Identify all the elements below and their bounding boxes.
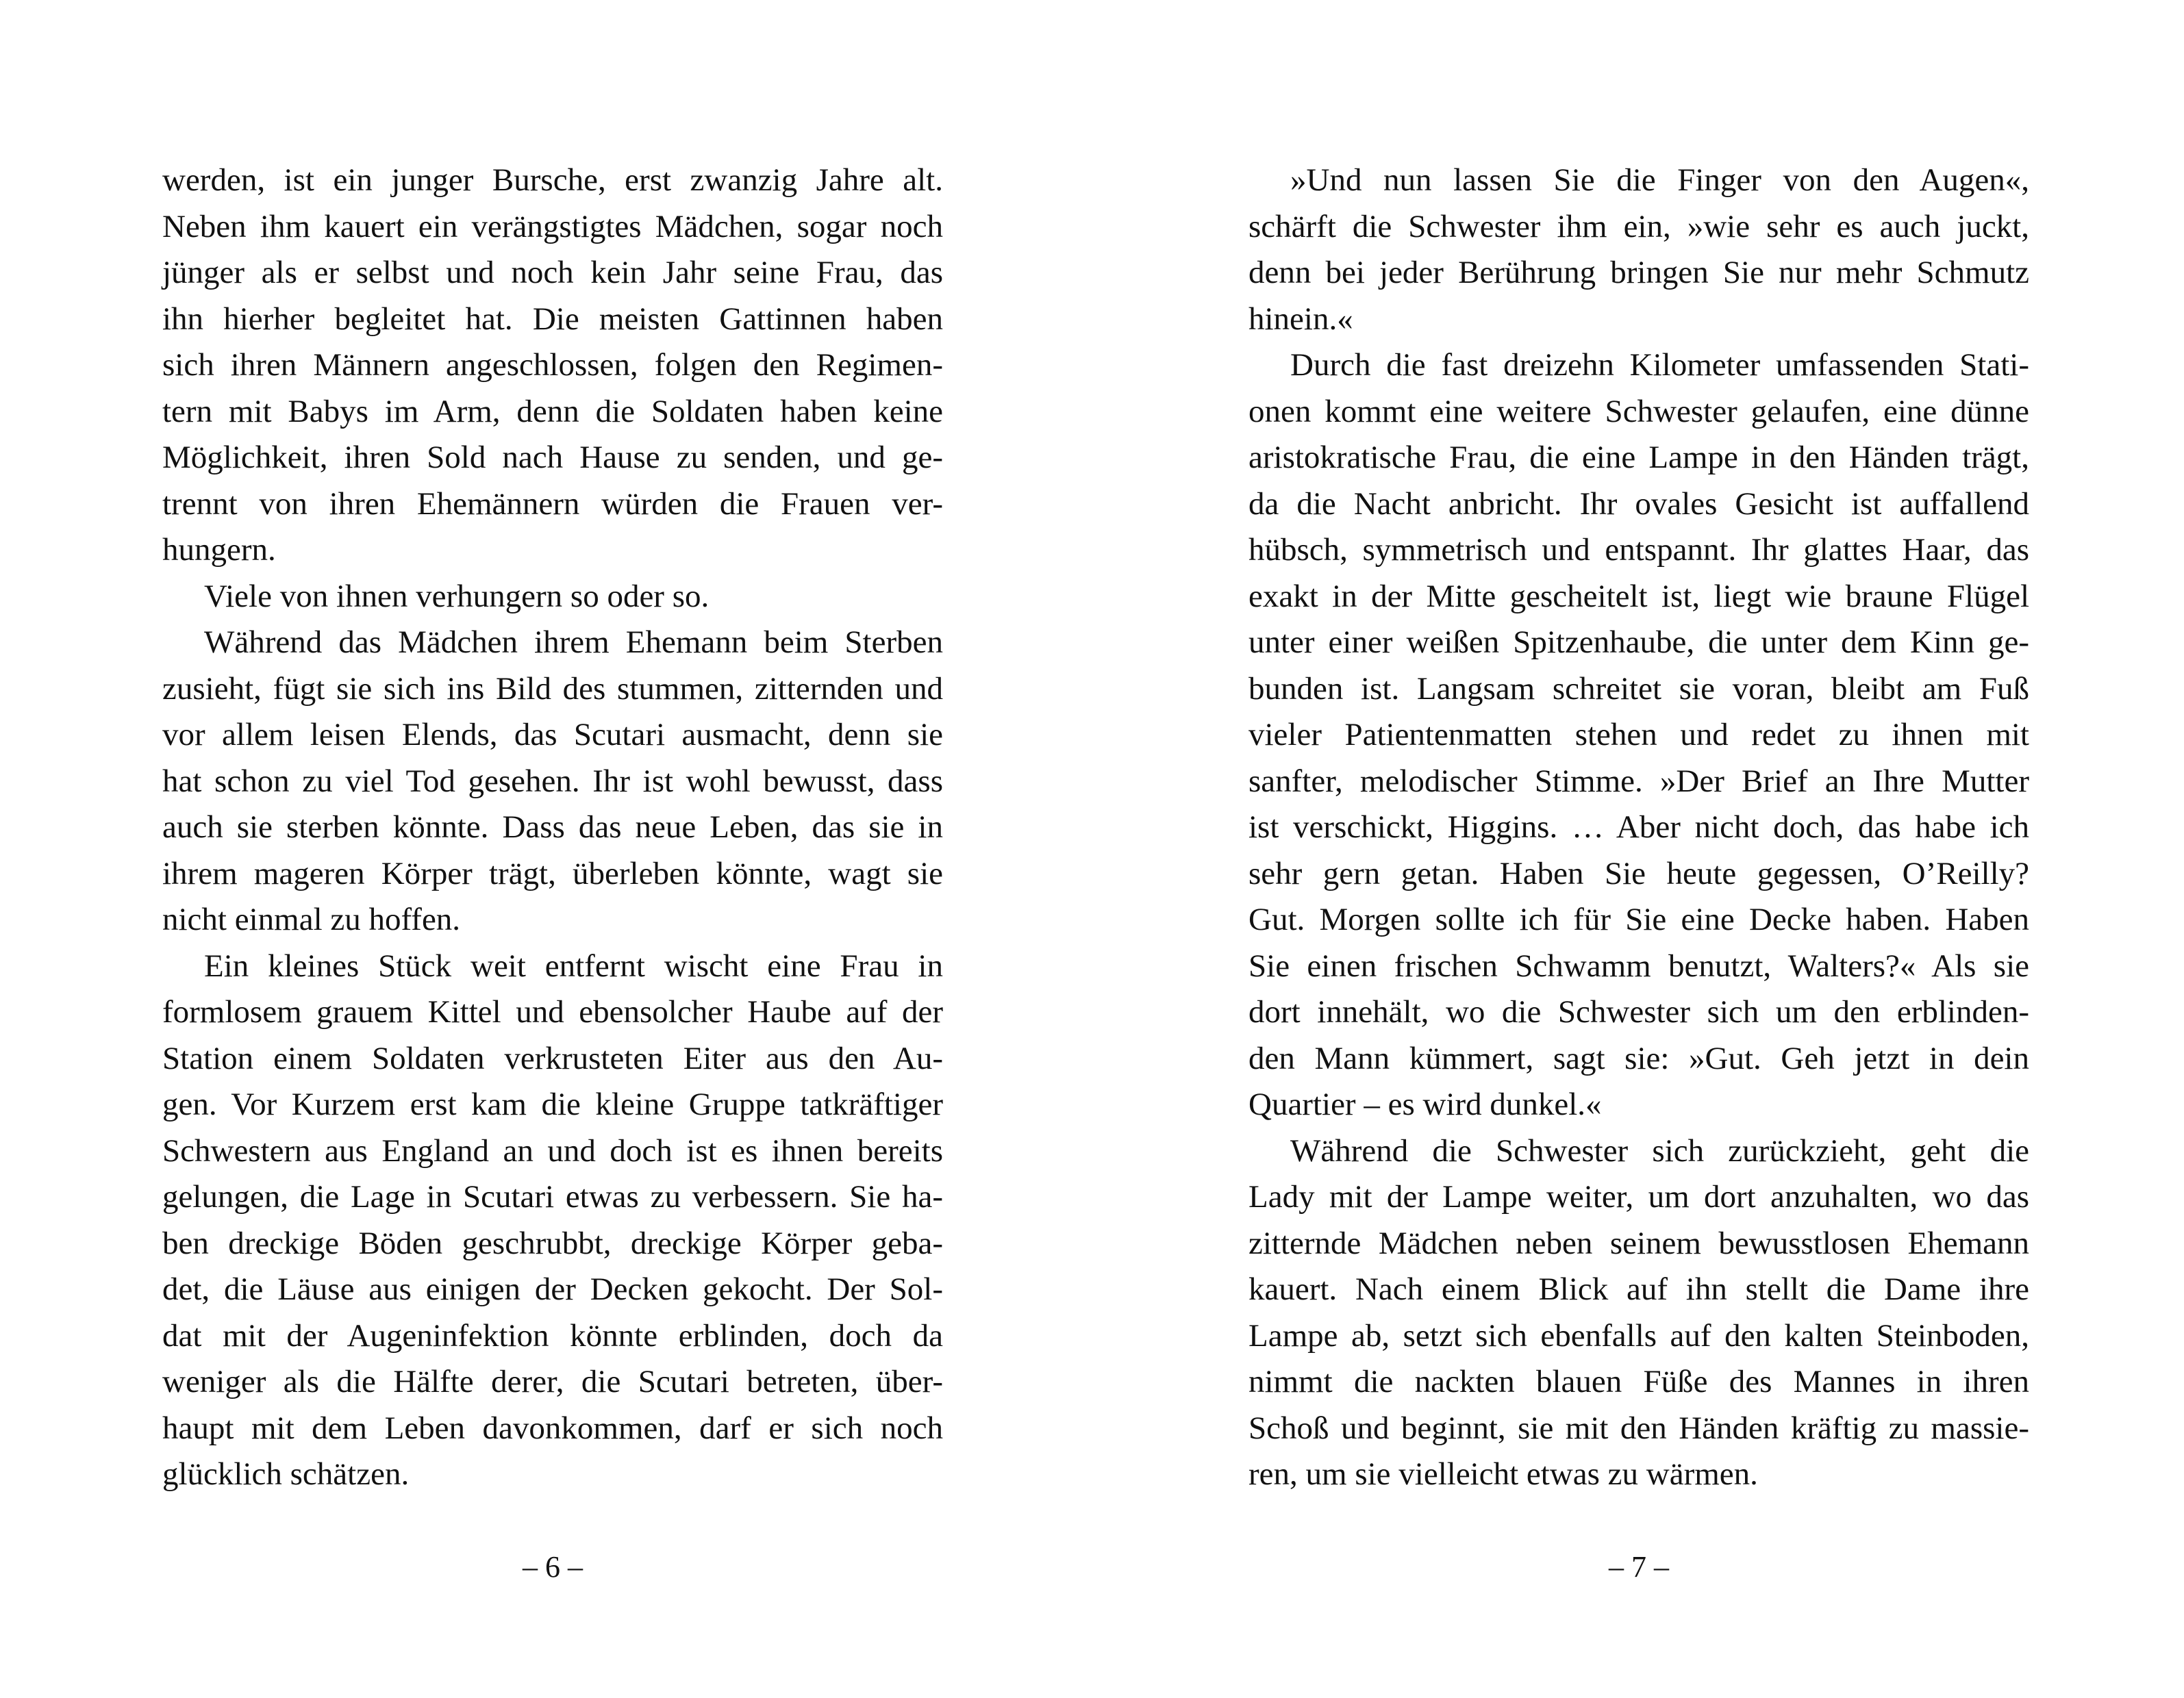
text-line: schärft die Schwester ihm ein, »wie sehr es auch juckt, (1248, 208, 2029, 244)
text-line: hungern. (162, 532, 276, 568)
text-line: exakt in der Mitte gescheitelt ist, liegt wie braune Flügel (1248, 578, 2029, 614)
text-line: sanfter, melodischer Stimme. »Der Brief an Ihre Mutter (1248, 763, 2029, 799)
text-line: Möglichkeit, ihren Sold nach Hause zu senden, und ge- (162, 440, 943, 475)
text-line: glücklich schätzen. (162, 1456, 410, 1492)
text-line: gen. Vor Kurzem erst kam die kleine Gruppe tatkräftiger (162, 1087, 943, 1122)
text-line: Während die Schwester sich zurückzieht, geht die (1290, 1132, 2029, 1169)
text-line: hübsch, symmetrisch und entspannt. Ihr glattes Haar, das (1248, 532, 2029, 568)
text-line: Gut. Morgen sollte ich für Sie eine Decke haben. Haben (1248, 902, 2029, 937)
text-line: gelungen, die Lage in Scutari etwas zu verbessern. Sie ha- (162, 1179, 943, 1215)
text-line: Schoß und beginnt, sie mit den Händen kräftig zu massie- (1248, 1410, 2029, 1446)
right-page-number: – 7 – (1609, 1550, 1669, 1584)
text-line: unter einer weißen Spitzenhaube, die unter dem Kinn ge- (1248, 624, 2029, 660)
text-line: Lampe ab, setzt sich ebenfalls auf den kalten Steinboden, (1248, 1317, 2029, 1354)
text-line: ist verschickt, Higgins. … Aber nicht doch, das habe ich (1248, 809, 2029, 845)
text-line: dort innehält, wo die Schwester sich um den erblinden- (1248, 994, 2029, 1030)
text-line: Sie einen frischen Schwamm benutzt, Walters?« Als sie (1248, 948, 2029, 984)
text-line: zitternde Mädchen neben seinem bewusstlosen Ehemann (1248, 1225, 2029, 1261)
text-line: vor allem leisen Elends, das Scutari ausmacht, denn sie (162, 717, 943, 752)
text-line: Viele von ihnen verhungern so oder so. (204, 578, 710, 614)
right-page-text (1248, 157, 2029, 1498)
text-line: ben dreckige Böden geschrubbt, dreckige Körper geba- (162, 1225, 943, 1261)
text-line: Quartier – es wird dunkel.« (1248, 1087, 1602, 1122)
text-line: zusieht, fügt sie sich ins Bild des stummen, zitternden und (162, 670, 943, 707)
text-line: jünger als er selbst und noch kein Jahr seine Frau, das (162, 255, 943, 290)
text-line: kauert. Nach einem Blick auf ihn stellt die Dame ihre (1248, 1271, 2029, 1307)
text-line: aristokratische Frau, die eine Lampe in den Händen trägt, (1248, 440, 2029, 475)
text-line: haupt mit dem Leben davonkommen, darf er sich noch (162, 1410, 943, 1446)
text-line: Station einem Soldaten verkrusteten Eiter aus den Au- (162, 1040, 943, 1076)
text-line: Schwestern aus England an und doch ist es ihnen bereits (162, 1132, 943, 1169)
text-line: sehr gern getan. Haben Sie heute gegessen, O’Reilly? (1248, 855, 2029, 891)
text-line: hat schon zu viel Tod gesehen. Ihr ist wohl bewusst, dass (162, 763, 943, 799)
text-line: Ein kleines Stück weit entfernt wischt eine Frau in (204, 948, 943, 984)
left-page (162, 157, 943, 1498)
text-line: Neben ihm kauert ein verängstigtes Mädchen, sogar noch (162, 208, 943, 244)
text-line: vieler Patientenmatten stehen und redet zu ihnen mit (1248, 717, 2029, 752)
text-line: Während das Mädchen ihrem Ehemann beim Sterben (204, 624, 943, 660)
text-line: denn bei jeder Berührung bringen Sie nur mehr Schmutz (1248, 255, 2029, 290)
text-line: weniger als die Hälfte derer, die Scutari betreten, über- (162, 1364, 943, 1399)
text-line: trennt von ihren Ehemännern würden die Frauen ver- (162, 485, 943, 522)
text-line: onen kommt eine weitere Schwester gelaufen, eine dünne (1248, 393, 2029, 429)
text-line: ihrem mageren Körper trägt, überleben könnte, wagt sie (162, 855, 943, 891)
text-line: bunden ist. Langsam schreitet sie voran, bleibt am Fuß (1248, 670, 2029, 707)
left-page-number: – 6 – (523, 1550, 583, 1584)
text-line: den Mann kümmert, sagt sie: »Gut. Geh jetzt in dein (1248, 1040, 2029, 1076)
text-line: auch sie sterben könnte. Dass das neue Leben, das sie in (162, 809, 943, 845)
text-line: werden, ist ein junger Bursche, erst zwanzig Jahre alt. (162, 162, 943, 198)
text-line: formlosem grauem Kittel und ebensolcher Haube auf der (162, 994, 943, 1030)
text-line: Lady mit der Lampe weiter, um dort anzuhalten, wo das (1248, 1179, 2029, 1215)
text-line: hinein.« (1248, 301, 1353, 337)
right-page (1248, 157, 2029, 1498)
text-line: det, die Läuse aus einigen der Decken gekocht. Der Sol- (162, 1271, 943, 1307)
text-line: da die Nacht anbricht. Ihr ovales Gesicht ist auffallend (1248, 485, 2029, 522)
text-line: sich ihren Männern angeschlossen, folgen den Regimen- (162, 347, 943, 383)
text-line: ihn hierher begleitet hat. Die meisten Gattinnen haben (162, 301, 943, 337)
text-line: »Und nun lassen Sie die Finger von den Augen«, (1290, 162, 2029, 198)
text-line: ren, um sie vielleicht etwas zu wärmen. (1248, 1456, 1758, 1492)
text-line: Durch die fast dreizehn Kilometer umfassenden Stati- (1290, 347, 2029, 383)
text-line: nimmt die nackten blauen Füße des Mannes in ihren (1248, 1364, 2029, 1399)
text-line: nicht einmal zu hoffen. (162, 902, 461, 937)
text-line: dat mit der Augeninfektion könnte erblinden, doch da (162, 1317, 943, 1354)
text-line: tern mit Babys im Arm, denn die Soldaten haben keine (162, 393, 943, 429)
left-page-text (162, 157, 943, 1498)
